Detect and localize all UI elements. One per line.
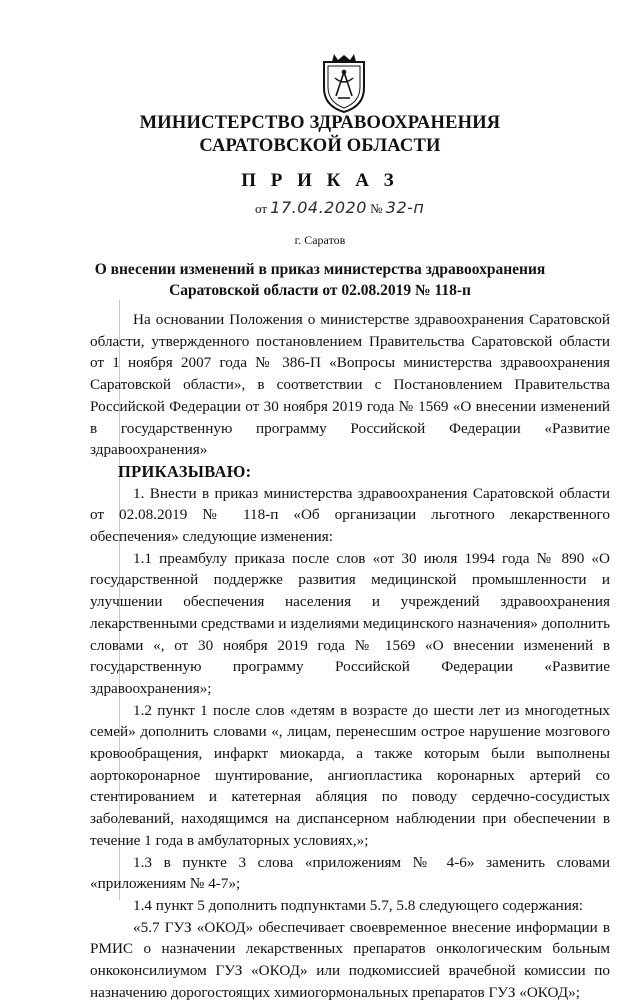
- date-prefix: от: [255, 201, 268, 216]
- paragraph-1-4: 1.4 пункт 5 дополнить подпунктами 5.7, 5.8 следующего содержания:: [133, 896, 584, 914]
- city-line: г. Саратов: [294, 233, 346, 247]
- saratov-coat-of-arms-icon: [320, 52, 368, 114]
- subject-line1: О внесении изменений в приказ министерства здравоохранения: [94, 261, 546, 278]
- ministry-name-line2: САРАТОВСКОЙ ОБЛАСТИ: [199, 136, 441, 156]
- paragraph-1-3: 1.3 в пункте 3 слова «приложениям № 4-6» заменить словами «приложениям № 4-7»;: [90, 853, 610, 893]
- order-date-handwritten: 17.04.2020: [270, 198, 367, 217]
- order-date-number-line: [255, 198, 424, 217]
- paragraph-1-2: 1.2 пункт 1 после слов «детям в возрасте до шести лет из многодетных семей» дополнить словами «, лицам, перенесшим острое нарушение мозгового кровообращения, инфаркт миокарда, а также которым были выполнены аортокоронарное шунтирование, ангиопластика коронарных артерий со стентированием и катетерная абляция по поводу сердечно-сосудистых заболеваний, находящимся на диспансерном наблюдении при обеспечении в течение 1 года в амбулаторных условиях,»;: [90, 701, 610, 849]
- order-number-handwritten: 32-п: [385, 198, 425, 217]
- paragraph-1: 1. Внести в приказ министерства здравоохранения Саратовской области от 02.08.2019 № 118-п «Об организации льготного лекарственного обеспечения» следующие изменения:: [90, 484, 610, 546]
- decree-word: ПРИКАЗЫВАЮ:: [118, 461, 252, 481]
- document-body: [90, 309, 610, 1004]
- paragraph-5-7: «5.7 ГУЗ «ОКОД» обеспечивает своевременное внесение информации в РМИС о назначении лекарственных препаратов онкологическим больным онкоконсилиумом ГУЗ «ОКОД» или подкомиссией врачебной комиссии по назначению дорогостоящих химиогормональных препаратов ГУЗ «ОКОД»;: [90, 918, 610, 1001]
- ministry-name-line1: МИНИСТЕРСТВО ЗДРАВООХРАНЕНИЯ: [139, 113, 501, 133]
- order-title: П Р И К А З: [241, 170, 399, 191]
- number-prefix: №: [370, 201, 383, 216]
- paragraph-basis: На основании Положения о министерстве здравоохранения Саратовской области, утвержденного постановлением Правительства Саратовской области от 1 ноября 2007 года № 386-П «Вопросы министерства здравоохранения Саратовской области», в соответствии с Постановлением Правительства Российской Федерации от 30 ноября 2019 года № 1569 «О внесении изменений в государственную программу Российской Федерации «Развитие здравоохранения»: [90, 311, 610, 459]
- subject-line2: Саратовской области от 02.08.2019 № 118-п: [169, 282, 471, 299]
- paragraph-1-1: 1.1 преамбулу приказа после слов «от 30 июля 1994 года № 890 «О государственной поддержке развития медицинской промышленности и улучшении обеспечения населения и учреждений здравоохранения лекарственными средствами и изделиями медицинского назначения» дополнить словами «, от 30 ноября 2019 года № 1569 «О внесении изменений в государственную программу Российской Федерации «Развитие здравоохранения»;: [90, 549, 610, 697]
